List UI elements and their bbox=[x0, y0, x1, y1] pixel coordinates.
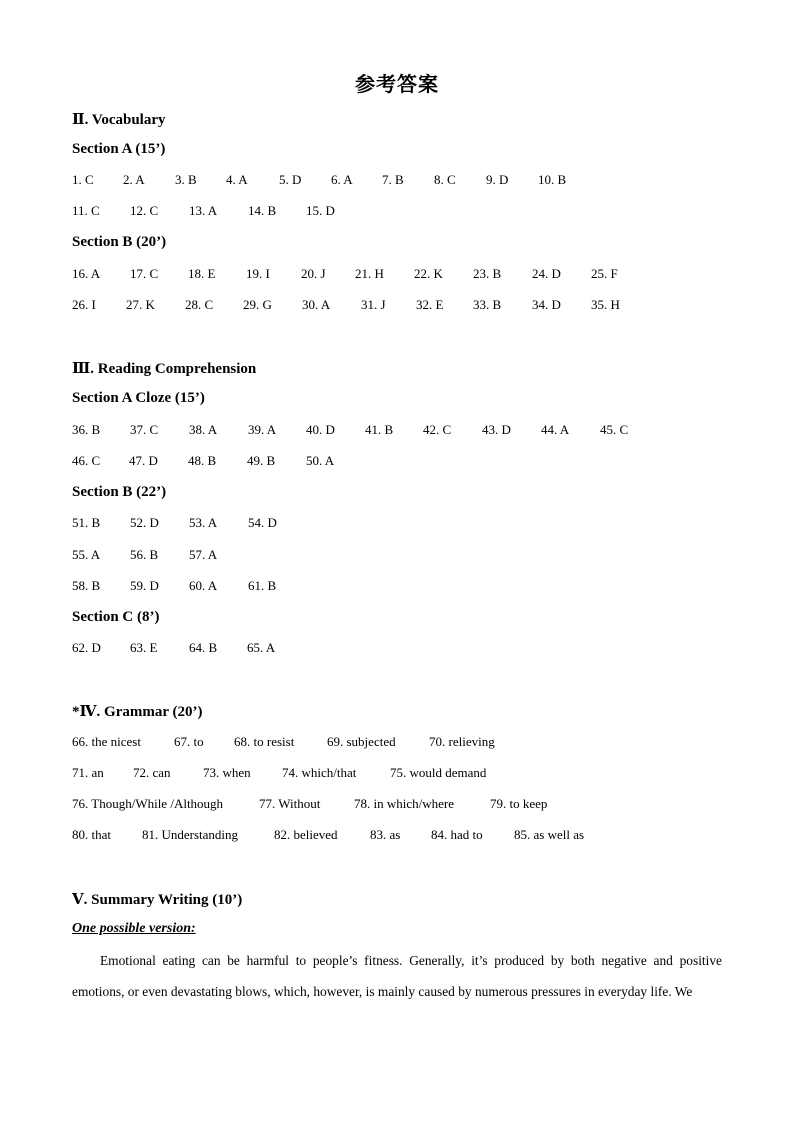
answer-item: 24. D bbox=[532, 266, 561, 281]
answer-item: 67. to bbox=[174, 734, 204, 749]
summary-paragraph: Emotional eating can be harmful to people’s fitness. Generally, it’s produced by both negative and positive emotions, or even devastating blows, which, however, is mainly caused by numerous pressures in everyday life. We bbox=[72, 953, 722, 999]
answer-item: 23. B bbox=[473, 266, 502, 281]
answer-item: 62. D bbox=[72, 640, 101, 655]
answer-item: 37. C bbox=[130, 422, 159, 437]
page-title: 参考答案 bbox=[355, 72, 439, 96]
reading-section-b-heading: Section B (22’) bbox=[72, 484, 167, 500]
answer-item: 71. an bbox=[72, 765, 104, 780]
answer-item: 56. B bbox=[130, 547, 159, 562]
answer-item: 12. C bbox=[130, 203, 159, 218]
answer-item: 79. to keep bbox=[490, 796, 548, 811]
answer-item: 61. B bbox=[248, 578, 277, 593]
answer-item: 78. in which/where bbox=[354, 796, 455, 811]
answer-item: 11. C bbox=[72, 203, 100, 218]
answer-item: 50. A bbox=[306, 453, 335, 468]
answer-item: 31. J bbox=[361, 297, 386, 312]
answer-item: 57. A bbox=[189, 547, 218, 562]
answer-item: 54. D bbox=[248, 515, 277, 530]
answer-item: 19. I bbox=[246, 266, 270, 281]
answer-item: 21. H bbox=[355, 266, 384, 281]
answer-item: 10. B bbox=[538, 172, 567, 187]
answer-item: 2. A bbox=[123, 172, 145, 187]
summary-heading: Ⅴ. Summary Writing (10’) bbox=[72, 892, 243, 908]
reading-section-c-heading: Section C (8’) bbox=[72, 609, 160, 625]
answer-item: 3. B bbox=[175, 172, 197, 187]
answer-item: 83. as bbox=[370, 827, 401, 842]
answer-item: 44. A bbox=[541, 422, 570, 437]
reading-section-a-heading: Section A Cloze (15’) bbox=[72, 390, 205, 406]
answer-item: 48. B bbox=[188, 453, 217, 468]
answer-item: 42. C bbox=[423, 422, 452, 437]
answer-item: 58. B bbox=[72, 578, 101, 593]
answer-item: 29. G bbox=[243, 297, 272, 312]
answer-item: 22. K bbox=[414, 266, 443, 281]
answer-item: 17. C bbox=[130, 266, 159, 281]
answer-item: 63. E bbox=[130, 640, 158, 655]
answer-item: 26. I bbox=[72, 297, 96, 312]
answer-item: 8. C bbox=[434, 172, 456, 187]
answer-item: 51. B bbox=[72, 515, 101, 530]
answer-item: 6. A bbox=[331, 172, 353, 187]
answer-item: 55. A bbox=[72, 547, 101, 562]
answer-item: 28. C bbox=[185, 297, 214, 312]
answer-item: 5. D bbox=[279, 172, 302, 187]
answer-item: 18. E bbox=[188, 266, 216, 281]
answer-item: 72. can bbox=[133, 765, 171, 780]
answer-item: 9. D bbox=[486, 172, 509, 187]
answer-item: 39. A bbox=[248, 422, 277, 437]
answer-item: 84. had to bbox=[431, 827, 483, 842]
answer-item: 4. A bbox=[226, 172, 248, 187]
answer-item: 43. D bbox=[482, 422, 511, 437]
answer-item: 75. would demand bbox=[390, 765, 487, 780]
answer-item: 13. A bbox=[189, 203, 218, 218]
answer-item: 1. C bbox=[72, 172, 94, 187]
answer-item: 14. B bbox=[248, 203, 277, 218]
answer-item: 46. C bbox=[72, 453, 101, 468]
answer-item: 38. A bbox=[189, 422, 218, 437]
reading-heading: Ⅲ. Reading Comprehension bbox=[72, 361, 257, 377]
vocab-section-b-heading: Section B (20’) bbox=[72, 234, 167, 250]
answer-item: 68. to resist bbox=[234, 734, 295, 749]
answer-item: 33. B bbox=[473, 297, 502, 312]
answer-item: 81. Understanding bbox=[142, 827, 239, 842]
answer-item: 73. when bbox=[203, 765, 251, 780]
answer-item: 7. B bbox=[382, 172, 404, 187]
answer-item: 80. that bbox=[72, 827, 111, 842]
vocab-section-a-heading: Section A (15’) bbox=[72, 141, 166, 157]
answer-item: 47. D bbox=[129, 453, 158, 468]
answer-item: 74. which/that bbox=[282, 765, 357, 780]
answer-item: 32. E bbox=[416, 297, 444, 312]
answer-item: 77. Without bbox=[259, 796, 321, 811]
answer-item: 70. relieving bbox=[429, 734, 495, 749]
answer-item: 36. B bbox=[72, 422, 101, 437]
answer-item: 53. A bbox=[189, 515, 218, 530]
answer-item: 65. A bbox=[247, 640, 276, 655]
answer-item: 16. A bbox=[72, 266, 101, 281]
answer-item: 85. as well as bbox=[514, 827, 585, 842]
vocabulary-heading: Ⅱ. Vocabulary bbox=[72, 112, 166, 128]
answer-item: 20. J bbox=[301, 266, 326, 281]
answer-item: 40. D bbox=[306, 422, 335, 437]
answer-item: 45. C bbox=[600, 422, 629, 437]
answer-item: 64. B bbox=[189, 640, 218, 655]
answer-item: 76. Though/While /Although bbox=[72, 796, 224, 811]
answer-item: 30. A bbox=[302, 297, 331, 312]
answer-item: 60. A bbox=[189, 578, 218, 593]
answer-item: 52. D bbox=[130, 515, 159, 530]
answer-item: 25. F bbox=[591, 266, 618, 281]
answer-item: 69. subjected bbox=[327, 734, 396, 749]
answer-item: 49. B bbox=[247, 453, 276, 468]
answer-item: 27. K bbox=[126, 297, 155, 312]
answer-item: 15. D bbox=[306, 203, 335, 218]
answer-item: 66. the nicest bbox=[72, 734, 141, 749]
answer-item: 41. B bbox=[365, 422, 394, 437]
summary-subheading: One possible version: bbox=[72, 921, 196, 936]
answer-item: 59. D bbox=[130, 578, 159, 593]
answer-item: 35. H bbox=[591, 297, 620, 312]
grammar-heading: *Ⅳ. Grammar (20’) bbox=[72, 704, 203, 720]
answer-item: 82. believed bbox=[274, 827, 338, 842]
answer-item: 34. D bbox=[532, 297, 561, 312]
